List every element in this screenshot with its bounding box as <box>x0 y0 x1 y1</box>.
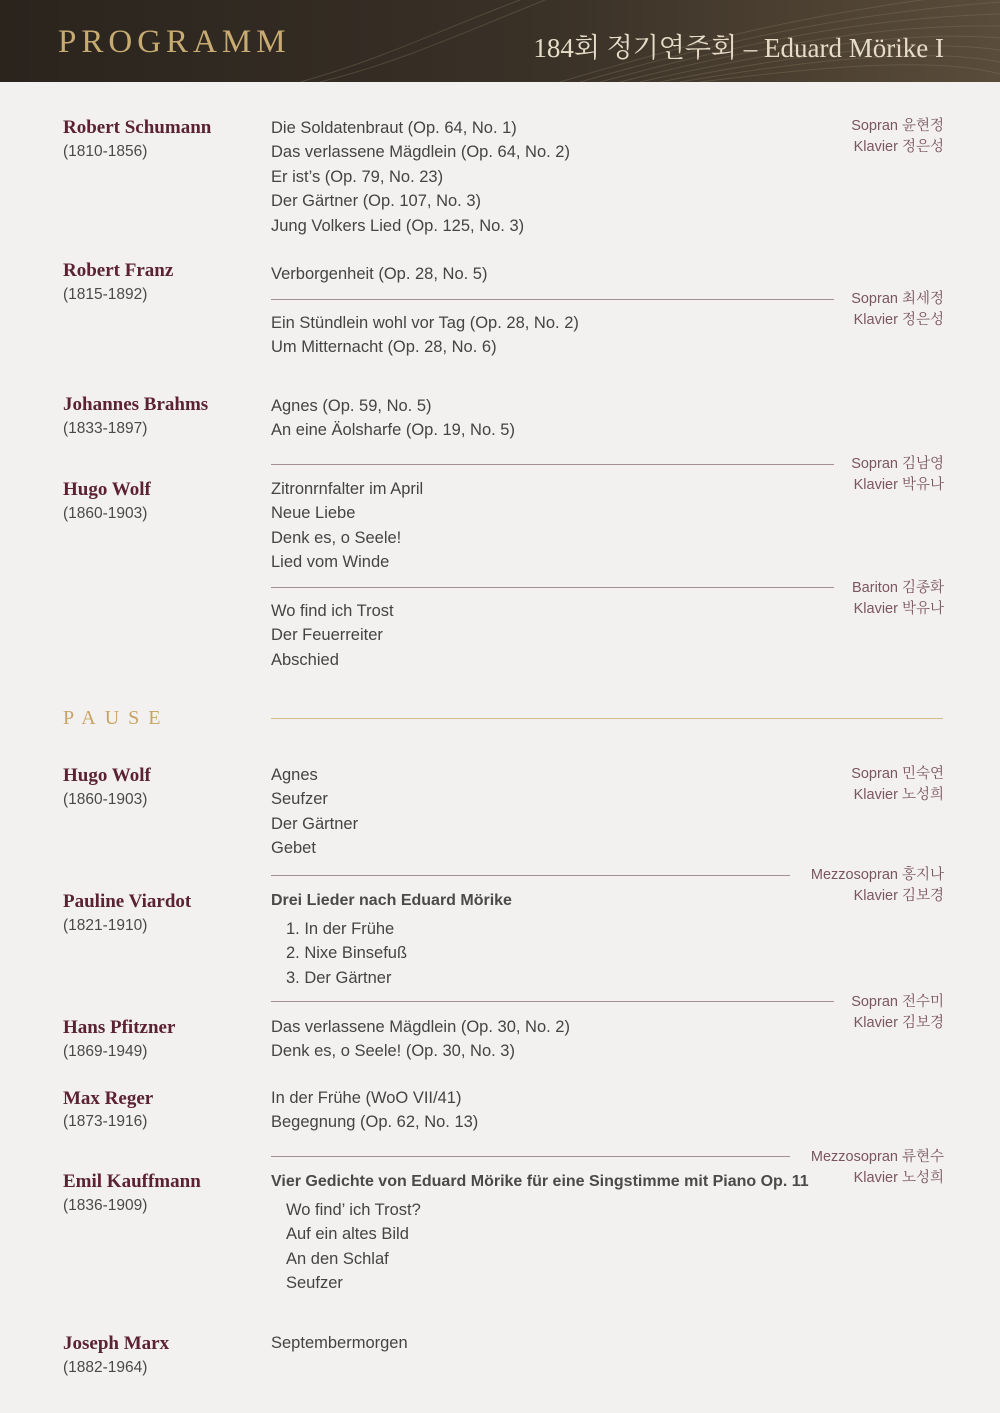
work-title: Um Mitternacht (Op. 28, No. 6) <box>271 338 497 357</box>
work-list-schumann <box>271 116 570 238</box>
work-title: Wo find’ ich Trost? <box>286 1201 421 1219</box>
work-title: An den Schlaf <box>286 1249 389 1268</box>
composer-years: (1860-1903) <box>63 791 148 808</box>
work-title: Ein Stündlein wohl vor Tag (Op. 28, No. 2) <box>271 314 579 332</box>
divider <box>271 464 834 465</box>
work-list-franz-a <box>271 262 487 286</box>
work-title: Seufzer <box>286 1274 343 1293</box>
composer-name: Emil Kauffmann <box>63 1171 201 1192</box>
performer-block <box>851 764 944 806</box>
work-list-viardot <box>286 917 407 990</box>
divider <box>271 875 790 876</box>
performer-voice: Sopran 전수미 <box>851 994 944 1010</box>
page-title: PROGRAMM <box>58 24 291 60</box>
work-cycle-title: Vier Gedichte von Eduard Mörike für eine Singstimme mit Piano Op. 11 <box>271 1173 809 1190</box>
work-title: An eine Äolsharfe (Op. 19, No. 5) <box>271 421 515 440</box>
performer-block <box>811 865 944 907</box>
work-list-franz-b <box>271 311 579 360</box>
pause-divider <box>271 718 943 719</box>
work-title: Gebet <box>271 839 316 858</box>
work-title: Jung Volkers Lied (Op. 125, No. 3) <box>271 216 525 235</box>
composer-years: (1815-1892) <box>63 286 148 303</box>
composer-name: Joseph Marx <box>63 1333 170 1354</box>
divider <box>271 299 834 300</box>
work-title: Der Feuerreiter <box>271 626 383 645</box>
work-list-kauffmann <box>286 1198 421 1296</box>
performer-voice: Mezzosopran 홍지나 <box>810 867 944 883</box>
performer-piano: Klavier 노성희 <box>853 787 944 803</box>
composer-name: Hugo Wolf <box>63 479 151 500</box>
performer-piano: Klavier 정은성 <box>853 312 944 328</box>
work-title: Der Gärtner (Op. 107, No. 3) <box>271 192 481 211</box>
work-title: Begegnung (Op. 62, No. 13) <box>271 1113 479 1132</box>
work-title: Er ist’s (Op. 79, No. 23) <box>271 167 444 186</box>
composer-name: Hugo Wolf <box>63 765 151 786</box>
work-list-wolf-2 <box>271 763 358 861</box>
performer-block <box>851 454 944 496</box>
pause-label: PAUSE <box>63 707 170 729</box>
work-title: Zitronrnfalter im April <box>271 480 424 498</box>
concert-subtitle: 184회 정기연주회 – Eduard Mörike I <box>533 33 944 63</box>
performer-piano: Klavier 박유나 <box>853 601 944 617</box>
composer-name: Max Reger <box>63 1088 154 1109</box>
performer-voice: Sopran 최세정 <box>851 291 944 307</box>
performer-voice: Sopran 민숙연 <box>851 766 944 782</box>
work-title: Denk es, o Seele! (Op. 30, No. 3) <box>271 1042 515 1061</box>
performer-voice: Bariton 김종화 <box>852 580 944 596</box>
work-list-marx <box>271 1331 408 1355</box>
work-title: Lied vom Winde <box>271 553 390 572</box>
work-title: Verborgenheit (Op. 28, No. 5) <box>271 265 488 283</box>
performer-block <box>852 578 944 620</box>
composer-years: (1833-1897) <box>63 420 148 437</box>
composer-name: Robert Franz <box>63 260 174 281</box>
performer-block <box>811 1147 944 1189</box>
performer-voice: Mezzosopran 류현수 <box>810 1149 944 1165</box>
composer-years: (1810-1856) <box>63 143 148 160</box>
work-list-wolf-a <box>271 477 423 575</box>
composer-years: (1860-1903) <box>63 505 148 522</box>
work-title: 2. Nixe Binsefuß <box>286 944 408 963</box>
work-title: Wo find ich Trost <box>271 602 394 620</box>
performer-block <box>851 116 944 158</box>
performer-block <box>851 992 944 1034</box>
work-cycle-title: Drei Lieder nach Eduard Mörike <box>271 892 512 909</box>
work-title: Agnes (Op. 59, No. 5) <box>271 397 432 415</box>
performer-piano: Klavier 김보경 <box>853 1015 944 1031</box>
performer-block <box>851 289 944 331</box>
work-title: Das verlassene Mägdlein (Op. 64, No. 2) <box>271 143 570 162</box>
composer-years: (1869-1949) <box>63 1043 148 1060</box>
performer-piano: Klavier 정은성 <box>853 139 944 155</box>
composer-years: (1821-1910) <box>63 917 148 934</box>
composer-name: Robert Schumann <box>63 117 212 138</box>
performer-piano: Klavier 박유나 <box>853 477 944 493</box>
composer-years: (1836-1909) <box>63 1197 148 1214</box>
work-title: 3. Der Gärtner <box>286 968 392 987</box>
composer-years: (1873-1916) <box>63 1113 148 1130</box>
composer-name: Pauline Viardot <box>63 891 192 912</box>
composer-years: (1882-1964) <box>63 1359 148 1376</box>
work-title: Septembermorgen <box>271 1334 408 1352</box>
work-title: Denk es, o Seele! <box>271 528 402 547</box>
performer-piano: Klavier 김보경 <box>853 888 944 904</box>
work-list-wolf-b <box>271 599 394 672</box>
work-title: Das verlassene Mägdlein (Op. 30, No. 2) <box>271 1018 570 1036</box>
performer-voice: Sopran 윤현정 <box>851 118 944 134</box>
work-title: In der Frühe (WoO VII/41) <box>271 1089 462 1107</box>
work-title: Auf ein altes Bild <box>286 1225 409 1244</box>
divider <box>271 587 834 588</box>
work-title: Die Soldatenbraut (Op. 64, No. 1) <box>271 119 517 137</box>
divider <box>271 1156 790 1157</box>
composer-name: Hans Pfitzner <box>63 1017 176 1038</box>
work-title: Neue Liebe <box>271 504 356 523</box>
work-title: Der Gärtner <box>271 814 359 833</box>
work-title: Abschied <box>271 650 339 669</box>
header-banner <box>0 0 1000 82</box>
work-list-brahms <box>271 394 515 443</box>
work-list-reger <box>271 1086 478 1135</box>
work-list-pfitzner <box>271 1015 570 1064</box>
performer-voice: Sopran 김남영 <box>851 456 944 472</box>
divider <box>271 1001 834 1002</box>
work-title: Seufzer <box>271 790 328 809</box>
performer-piano: Klavier 노성희 <box>853 1170 944 1186</box>
work-title: Agnes <box>271 766 318 784</box>
work-title: 1. In der Frühe <box>286 920 395 938</box>
composer-name: Johannes Brahms <box>63 394 209 415</box>
